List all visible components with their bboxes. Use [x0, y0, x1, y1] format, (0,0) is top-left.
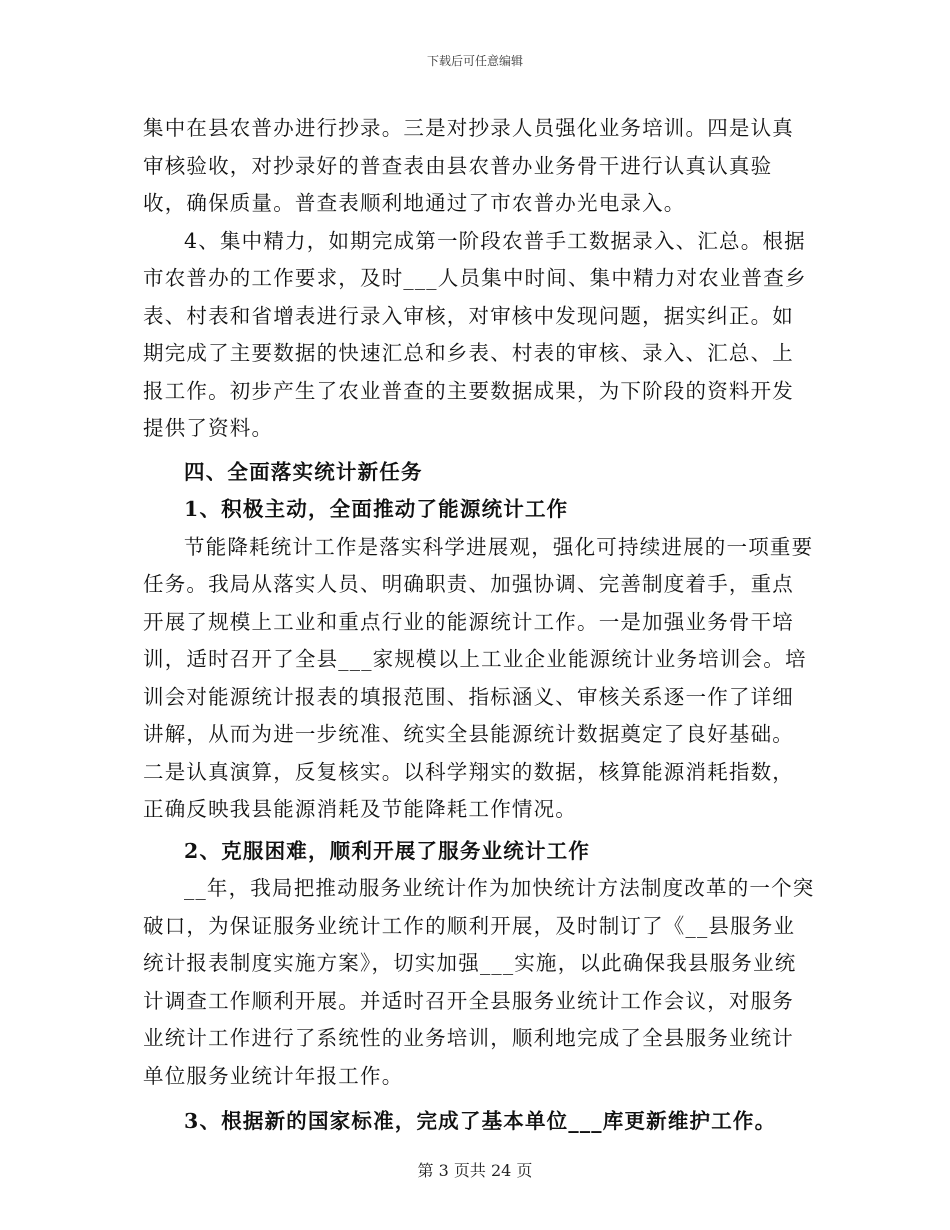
paragraph-service-statistics: __年，我局把推动服务业统计作为加快统计方法制度改革的一个突破口，为保证服务业统计工作的顺利开展，及时制订了《__县服务业统计报表制度实施方案》，切实加强___实施，以此确保我县服务业统计调查工作顺利开展。并适时召开全县服务业统计工作会议，对服务业统计工作进行了系统性的业务培训，顺利地完成了全县服务业统计单位服务业统计年报工作。 — [143, 876, 815, 1088]
page-footer: 第 3 页共 24 页 — [417, 1161, 533, 1180]
paragraph-item-4: 4、集中精力，如期完成第一阶段农普手工数据录入、汇总。根据市农普办的工作要求，及时___人员集中时间、集中精力对农业普查乡表、村表和省增表进行录入审核，对审核中发现问题，据实纠正。如期完成了主要数据的快速汇总和乡表、村表的审核、录入、汇总、上报工作。初步产生了农业普查的主要数据成果，为下阶段的资料开发提供了资料。 — [143, 228, 807, 440]
paragraph-continued: 集中在县农普办进行抄录。三是对抄录人员强化业务培训。四是认真审核验收，对抄录好的普查表由县农普办业务骨干进行认真认真验收，确保质量。普查表顺利地通过了市农普办光电录入。 — [143, 116, 794, 215]
section-heading-4: 四、全面落实统计新任务 — [184, 459, 423, 484]
paragraph-energy-statistics: 节能降耗统计工作是落实科学进展观，强化可持续进展的一项重要任务。我局从落实人员、明确职责、加强协调、完善制度着手，重点开展了规模上工业和重点行业的能源统计工作。一是加强业务骨干培训，适时召开了全县___家规模以上工业企业能源统计业务培训会。培训会对能源统计报表的填报范围、指标涵义、审核关系逐一作了详细讲解，从而为进一步统准、统实全县能源统计数据奠定了良好基础。二是认真演算，反复核实。以科学翔实的数据，核算能源消耗指数，正确反映我县能源消耗及节能降耗工作情况。 — [143, 534, 814, 821]
page-header: 下载后可任意编辑 — [426, 54, 523, 68]
subheading-energy-statistics: 1、积极主动，全面推动了能源统计工作 — [184, 497, 569, 521]
subheading-service-statistics: 2、克服困难，顺利开展了服务业统计工作 — [184, 838, 591, 863]
subheading-basic-unit-database: 3、根据新的国家标准，完成了基本单位___库更新维护工作。 — [184, 1109, 777, 1133]
document-body — [143, 110, 815, 1141]
